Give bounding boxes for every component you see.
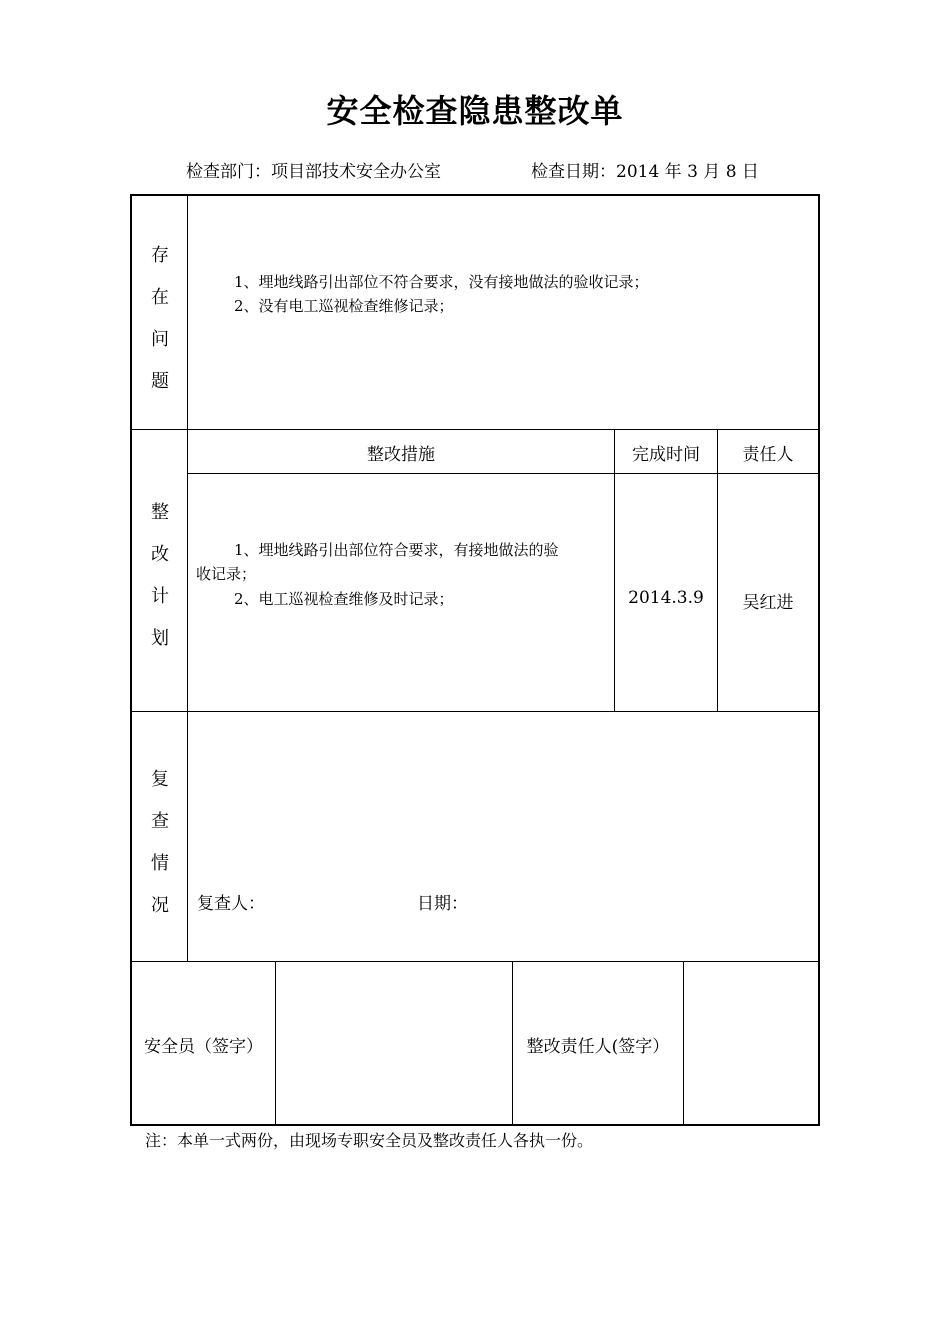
sign-divider-3 (683, 961, 684, 1124)
plan-label: 整 改 计 划 (151, 502, 169, 649)
review-label: 复 查 情 况 (151, 769, 169, 916)
column-header-completion-time: 完成时间 (632, 445, 700, 465)
review-date-label: 日期： (417, 894, 468, 914)
measure-line-3: 2、电工巡视检查维修及时记录； (234, 590, 454, 608)
measure-line-1: 1、埋地线路引出部位符合要求，有接地做法的验 (234, 541, 559, 559)
form-title: 安全检查隐患整改单 (326, 92, 624, 130)
row-divider-review (132, 961, 818, 962)
reviewer-label: 复查人： (197, 894, 265, 914)
problems-label: 存 在 问 题 (151, 245, 169, 392)
problem-item-1: 1、埋地线路引出部位不符合要求，没有接地做法的验收记录； (234, 273, 649, 291)
rectification-table (130, 194, 820, 1126)
inspection-date: 检查日期：2014 年 3 月 8 日 (531, 162, 759, 182)
footnote: 注：本单一式两份，由现场专职安全员及整改责任人各执一份。 (145, 1131, 594, 1150)
inspection-department: 检查部门：项目部技术安全办公室 (186, 162, 441, 182)
row-divider-problems (132, 429, 818, 430)
col-divider-time (614, 429, 615, 711)
problem-item-2: 2、没有电工巡视检查维修记录； (234, 297, 454, 315)
column-header-measures: 整改措施 (367, 445, 435, 465)
responsible-signature-label: 整改责任人(签字） (526, 1037, 670, 1057)
responsible-person-value: 吴红进 (742, 593, 794, 613)
safety-officer-signature-label: 安全员（签字） (144, 1037, 263, 1057)
sign-divider-1 (275, 961, 276, 1124)
completion-time-value: 2014.3.9 (628, 588, 704, 608)
column-header-responsible: 责任人 (742, 445, 794, 465)
measure-line-2: 收记录； (196, 565, 257, 583)
row-divider-plan (132, 711, 818, 712)
row-divider-plan-header (187, 473, 818, 474)
col-divider-person (717, 429, 718, 711)
